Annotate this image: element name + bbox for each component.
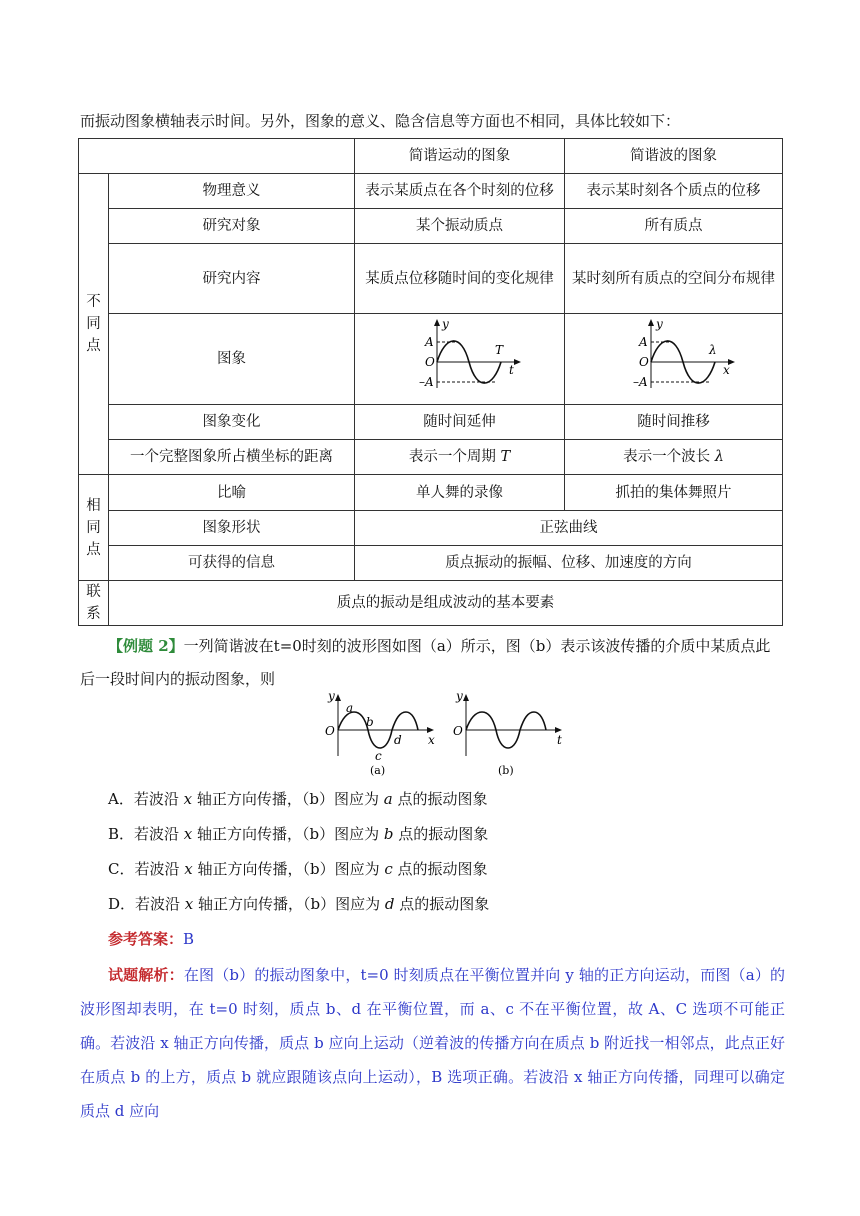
x-axis-label: x [722, 362, 730, 377]
comparison-table [78, 138, 783, 626]
fig-a-origin: O [325, 724, 335, 738]
point-c-label: c [375, 749, 382, 763]
cell-wave: 随时间推移 [565, 405, 783, 440]
table-row [79, 475, 783, 511]
answer-line [108, 928, 813, 950]
option-b[interactable]: B．若波沿 x 轴正方向传播，（b）图应为 b 点的振动图象 [108, 825, 489, 843]
fig-b-t-label: t [557, 733, 562, 747]
analysis-text: 试题解析：在图（b）的振动图象中，t=0 时刻质点在平衡位置并向 y 轴的正方向运动，而图（a）的波形图却表明，在 t=0 时刻，质点 b、d 在平衡位置，而 a、c 不在平衡位置，故 A、C 选项不可能正确。若波沿 x 轴正方向传播，质点 b 应向上运动（逆着波的传播方向在质点 b 附近找一相邻点，此点正好在质点 b 的上方，质点 b 就应跟随该点向上运动），B 选项正确。若波沿 x 轴正方向传播，同理可以确定质点 d 应向 [80, 966, 785, 1120]
row-label: 研究内容 [109, 244, 355, 314]
row-label: 图象 [109, 314, 355, 405]
cell-vibration: 表示某质点在各个时刻的位移 [355, 174, 565, 209]
table-row [79, 511, 783, 546]
row-label: 物理意义 [109, 174, 355, 209]
amplitude-label: A [424, 334, 434, 349]
fig-b-caption: (b) [498, 764, 514, 777]
table-row [79, 314, 783, 405]
fig-b-origin: O [453, 724, 463, 738]
table-row [79, 244, 783, 314]
point-d-label: d [394, 733, 402, 747]
example-tag: 【例题 2】 [108, 637, 184, 655]
contact-cell: 质点的振动是组成波动的基本要素 [109, 581, 783, 626]
table-row [79, 546, 783, 581]
amplitude-label: A [638, 334, 648, 349]
t-axis-label: t [508, 362, 514, 377]
cell-wave: 表示某时刻各个质点的位移 [565, 174, 783, 209]
cell-vibration-graph [355, 314, 565, 405]
example-stem: 【例题 2】一列简谐波在t=0时刻的波形图如图（a）所示，图（b）表示该波传播的介质中某质点此后一段时间内的振动图象，则 [80, 637, 771, 688]
cell-vibration: 单人舞的录像 [355, 475, 565, 511]
group-same-label: 相 同 点 [79, 475, 109, 581]
fig-a-y-label: y [328, 689, 335, 703]
row-label: 研究对象 [109, 209, 355, 244]
answer-value: B [183, 930, 195, 948]
option-c[interactable]: C．若波沿 x 轴正方向传播，（b）图应为 c 点的振动图象 [108, 860, 488, 878]
example-figure [318, 688, 578, 780]
cell-wave: 所有质点 [565, 209, 783, 244]
row-label: 图象变化 [109, 405, 355, 440]
cell-merged: 正弦曲线 [355, 511, 783, 546]
row-label: 图象形状 [109, 511, 355, 546]
analysis-label: 试题解析： [108, 966, 184, 984]
row-label: 可获得的信息 [109, 546, 355, 581]
point-a-label: a [346, 701, 354, 715]
option-d[interactable]: D．若波沿 x 轴正方向传播，（b）图应为 d 点的振动图象 [108, 895, 490, 913]
header-wave: 简谐波的图象 [565, 139, 783, 174]
cell-vibration: 随时间延伸 [355, 405, 565, 440]
cell-merged: 质点振动的振幅、位移、加速度的方向 [355, 546, 783, 581]
contact-label: 联系 [79, 581, 109, 626]
cell-vibration: 表示一个周期 T [355, 440, 565, 475]
header-vibration: 简谐运动的图象 [355, 139, 565, 174]
table-row [79, 581, 783, 626]
row-label: 比喻 [109, 475, 355, 511]
intro-text: 而振动图象横轴表示时间。另外，图象的意义、隐含信息等方面也不相同，具体比较如下： [80, 112, 681, 130]
fig-a-x-label: x [428, 733, 435, 747]
fig-a-caption: (a) [370, 764, 386, 777]
period-label: T [494, 342, 503, 357]
cell-vibration: 某个振动质点 [355, 209, 565, 244]
cell-wave: 某时刻所有质点的空间分布规律 [565, 244, 783, 314]
vibration-graph [395, 316, 525, 396]
table-row [79, 209, 783, 244]
neg-amplitude-label: –A [418, 374, 434, 389]
origin-label: O [424, 354, 435, 369]
table-row [79, 440, 783, 475]
table-header-row [79, 139, 783, 174]
table-row [79, 174, 783, 209]
neg-amplitude-label: –A [632, 374, 648, 389]
cell-wave-graph [565, 314, 783, 405]
table-row [79, 405, 783, 440]
cell-vibration: 某质点位移随时间的变化规律 [355, 244, 565, 314]
wavelength-label: λ [708, 342, 717, 357]
answer-label: 参考答案： [108, 930, 184, 948]
cell-wave: 表示一个波长 λ [565, 440, 783, 475]
origin-label: O [638, 354, 649, 369]
y-axis-label: y [441, 316, 449, 331]
fig-b-y-label: y [456, 689, 463, 703]
option-a[interactable]: A．若波沿 x 轴正方向传播，（b）图应为 a 点的振动图象 [108, 790, 488, 808]
point-b-label: b [366, 715, 374, 729]
y-axis-label: y [655, 316, 663, 331]
wave-graph [609, 316, 739, 396]
cell-wave: 抓拍的集体舞照片 [565, 475, 783, 511]
row-label: 一个完整图象所占横坐标的距离 [109, 440, 355, 475]
group-diff-label: 不 同 点 [79, 174, 109, 475]
